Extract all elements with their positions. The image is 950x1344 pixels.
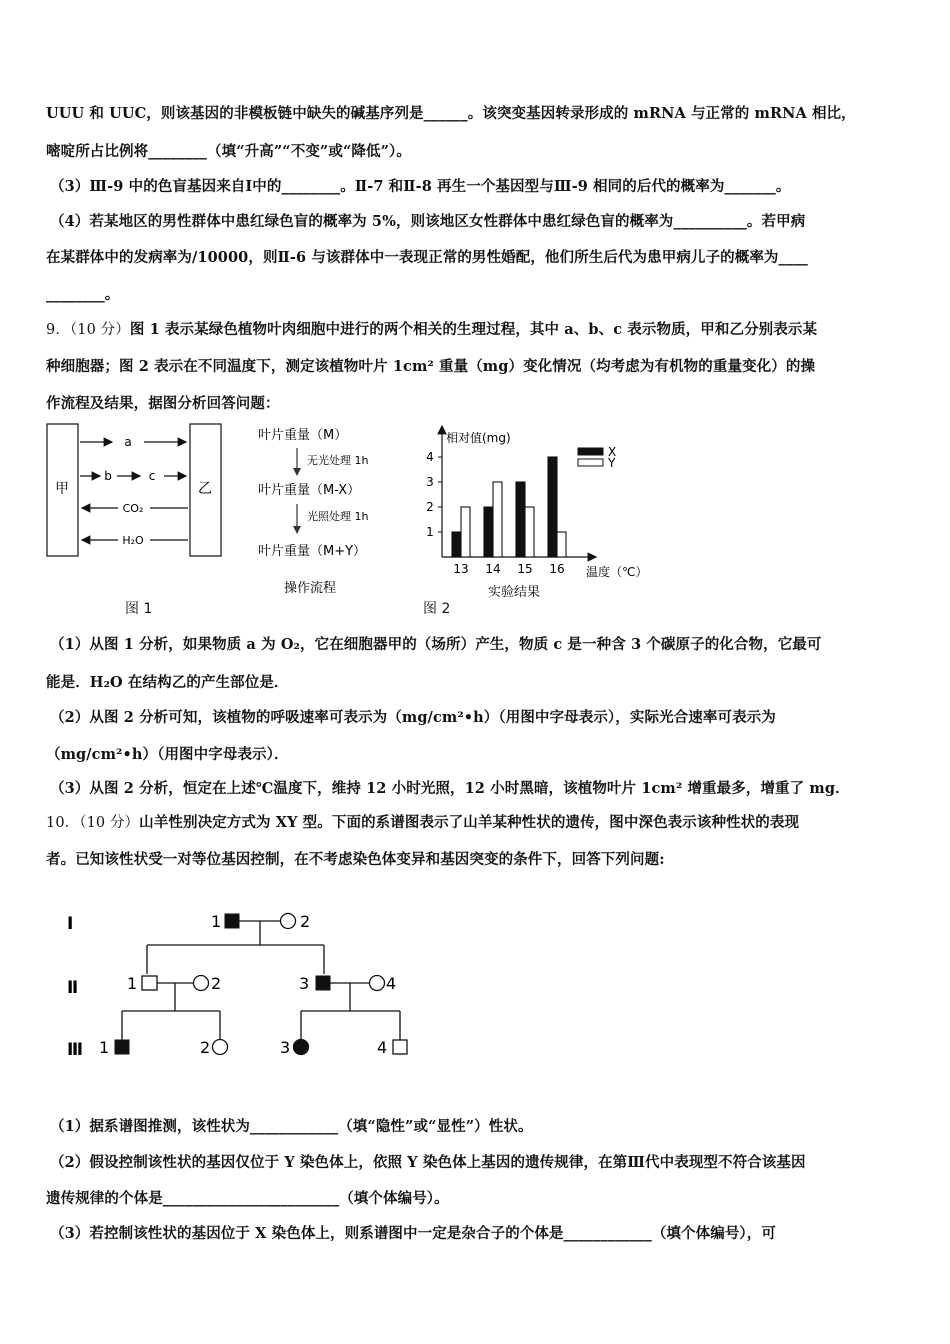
question-9-text: 图 1 表示某绿色植物叶肉细胞中进行的两个相关的生理过程，其中 a、b、c 表示物质，甲和乙分别表示某	[129, 321, 818, 338]
bar-X-15	[516, 482, 525, 557]
individual-II-1-male	[142, 976, 157, 990]
bar-X-14	[484, 507, 493, 557]
bar-group	[452, 457, 566, 557]
h2o-label: H₂O	[122, 534, 144, 547]
y-tick-label: 4	[426, 450, 434, 464]
text-line: 遗传规律的个体是________________________（填个体编号）。	[46, 1190, 449, 1207]
figure-1-diagram	[44, 420, 226, 562]
text-line: 在某群体中的发病率为/10000，则Ⅱ-6 与该群体中一表现正常的男性婚配，他们所生后代为患甲病儿子的概率为____	[46, 249, 808, 266]
individual-II-4-female	[370, 976, 385, 991]
question-9-stem	[46, 318, 817, 339]
x-axis-label: 温度（℃）	[586, 565, 648, 579]
generation-2-label: Ⅱ	[67, 978, 79, 998]
question-8-part-4: （4）若某地区的男性群体中患红绿色盲的概率为 5%，则该地区女性群体中患红绿色盲的概率为__________。若甲病	[50, 213, 806, 230]
question-10-part-3: （3）若控制该性状的基因位于 X 染色体上，则系谱图中一定是杂合子的个体是____________（填个体编号），可	[50, 1225, 776, 1242]
individual-III-3-affected-female	[294, 1040, 309, 1055]
chart-legend	[578, 445, 616, 470]
substance-c-label: c	[148, 469, 156, 483]
individual-number: 1	[211, 912, 222, 931]
bar-Y-15	[525, 507, 534, 557]
flow-step-dark-treatment: 无光处理 1h	[307, 454, 369, 467]
x-tick-label: 14	[485, 562, 501, 576]
individual-number: 2	[300, 912, 311, 931]
text-line: 种细胞器；图 2 表示在不同温度下，测定该植物叶片 1cm² 重量（mg）变化情况（均考虑为有机物的重量变化）的操	[46, 358, 816, 375]
y-tick-label: 1	[426, 525, 434, 539]
legend-swatch-Y	[578, 459, 603, 466]
x-tick-label: 16	[549, 562, 565, 576]
individual-number: 2	[200, 1038, 211, 1057]
question-10-part-1: （1）据系谱图推测，该性状为____________（填“隐性”或“显性”）性状。	[50, 1118, 533, 1135]
chart-title: 实验结果	[488, 585, 541, 600]
legend-label-X: X	[608, 445, 617, 459]
individual-number: 4	[386, 974, 397, 993]
figure-1-caption: 图 1	[125, 601, 153, 617]
individual-number: 4	[377, 1038, 388, 1057]
x-tick-label: 15	[517, 562, 533, 576]
question-10-part-2: （2）假设控制该性状的基因仅位于 Y 染色体上，依照 Y 染色体上基因的遗传规律，在第Ⅲ代中表现型不符合该基因	[50, 1154, 806, 1171]
text-line: 作流程及结果，据图分析回答问题：	[46, 395, 280, 412]
question-9-part-1: （1）从图 1 分析，如果物质 a 为 O₂，它在细胞器甲的（场所）产生，物质 c 是一种含 3 个碳原子的化合物，它最可	[50, 636, 822, 653]
generation-3-label: Ⅲ	[67, 1040, 84, 1060]
generation-1-label: Ⅰ	[67, 914, 74, 934]
text-line: 嘧啶所占比例将________（填“升高”“不变”或“降低”）。	[46, 143, 411, 160]
bar-Y-14	[493, 482, 502, 557]
figure-2-caption: 图 2	[423, 601, 451, 617]
text-line: UUU 和 UUC，则该基因的非模板链中缺失的碱基序列是______。该突变基因转录形成的 mRNA 与正常的 mRNA 相比，	[46, 105, 856, 122]
individual-number: 3	[299, 974, 310, 993]
individual-number: 3	[280, 1038, 291, 1057]
x-ticks	[453, 562, 564, 576]
question-10-text: 山羊性别决定方式为 XY 型。下面的系谱图表示了山羊某种性状的遗传，图中深色表示该种性状的表现	[139, 814, 800, 831]
figure-2-bar-chart	[410, 420, 660, 604]
substance-b-label: b	[104, 469, 112, 483]
x-tick-label: 13	[453, 562, 469, 576]
individual-III-2-female	[213, 1040, 228, 1055]
flow-step-weight-m-x: 叶片重量（M-X）	[258, 483, 361, 498]
bar-Y-13	[461, 507, 470, 557]
individual-II-3-affected-male	[316, 976, 330, 990]
question-10-number: 10．（10 分）	[46, 815, 140, 831]
y-tick-label: 2	[426, 500, 434, 514]
question-9-part-3: （3）从图 2 分析，恒定在上述℃温度下，维持 12 小时光照，12 小时黑暗，该植物叶片 1cm² 增重最多，增重了 mg．	[50, 780, 850, 797]
co2-label: CO₂	[122, 502, 144, 515]
flow-step-light-treatment: 光照处理 1h	[307, 510, 369, 523]
legend-swatch-X	[578, 448, 603, 455]
individual-III-1-affected-male	[115, 1040, 129, 1054]
pedigree-chart	[55, 900, 425, 1070]
individual-III-4-male	[393, 1040, 407, 1054]
individual-I-2-female	[281, 914, 296, 929]
legend-label-Y: Y	[608, 456, 616, 470]
individual-number: 1	[99, 1038, 110, 1057]
substance-a-label: a	[124, 435, 132, 449]
operation-flow-diagram	[255, 422, 405, 602]
text-line: 者。已知该性状受一对等位基因控制，在不考虑染色体变异和基因突变的条件下，回答下列问题:	[46, 851, 665, 868]
flow-arrowhead	[293, 468, 301, 476]
bar-Y-16	[557, 532, 566, 557]
flow-arrowhead	[293, 526, 301, 534]
text-line: （mg/cm²•h）（用图中字母表示）．	[46, 746, 289, 763]
individual-number: 2	[211, 974, 222, 993]
question-10-stem	[46, 811, 799, 832]
question-9-number: 9．（10 分）	[46, 322, 130, 338]
individual-I-1-affected-male	[225, 914, 239, 928]
text-line: 能是．H₂O 在结构乙的产生部位是．	[46, 674, 289, 691]
organelle-yi-label: 乙	[198, 481, 212, 497]
flow-caption: 操作流程	[284, 581, 337, 596]
flow-step-weight-m-y: 叶片重量（M+Y）	[258, 544, 367, 559]
y-axis-label: 相对值(mg)	[446, 431, 511, 445]
bar-X-13	[452, 532, 461, 557]
bar-X-16	[548, 457, 557, 557]
y-ticks	[426, 450, 442, 539]
organelle-jia-label: 甲	[55, 481, 69, 497]
flow-step-weight-m: 叶片重量（M）	[258, 428, 348, 443]
individual-number: 1	[127, 974, 138, 993]
question-8-part-3: （3）Ⅲ-9 中的色盲基因来自Ⅰ中的________。Ⅱ-7 和Ⅱ-8 再生一个基因型与Ⅲ-9 相同的后代的概率为_______。	[50, 178, 791, 195]
y-tick-label: 3	[426, 475, 434, 489]
text-line: ________。	[46, 286, 120, 303]
question-9-part-2: （2）从图 2 分析可知，该植物的呼吸速率可表示为（mg/cm²•h）（用图中字母表示），实际光合速率可表示为	[50, 709, 776, 726]
individual-II-2-female	[194, 976, 209, 991]
